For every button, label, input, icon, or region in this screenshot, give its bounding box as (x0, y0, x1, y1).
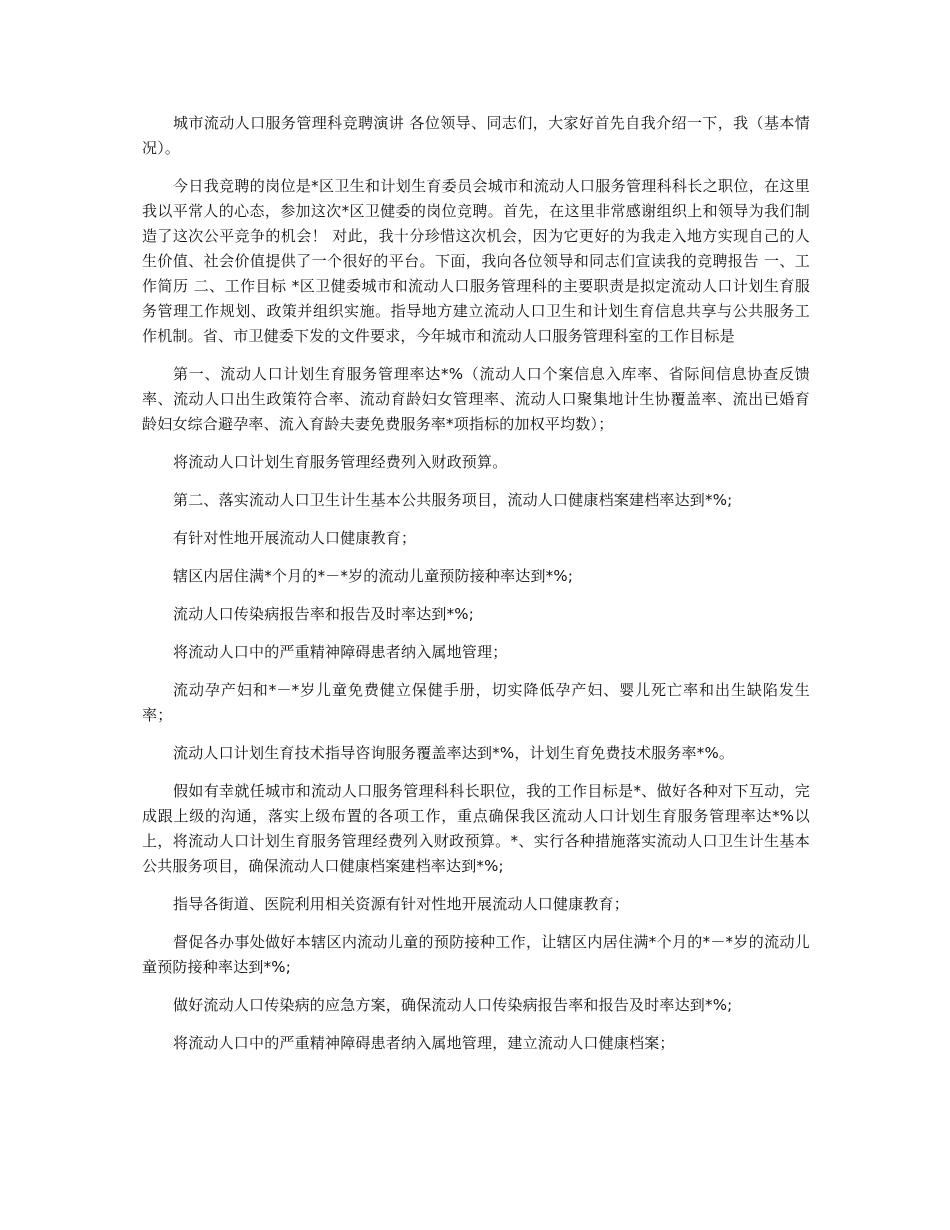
paragraph-family-planning: 流动人口计划生育技术指导咨询服务覆盖率达到*%，计划生育免费技术服务率*%。 (173, 744, 735, 762)
paragraph-maternal-care: 流动孕产妇和*－*岁儿童免费健立保健手册，切实降低孕产妇、婴儿死亡率和出生缺陷发生率； (142, 681, 810, 724)
paragraph-vaccination: 辖区内居住满*个月的*－*岁的流动儿童预防接种率达到*%; (173, 567, 574, 585)
paragraph-intro: 城市流动人口服务管理科竞聘演讲 各位领导、同志们，大家好首先自我介绍一下，我（基本情况）。 (142, 114, 810, 157)
paragraph-supervision: 督促各办事处做好本辖区内流动儿童的预防接种工作，让辖区内居住满*个月的*－*岁的流动儿童预防接种率达到*%; (142, 933, 810, 976)
paragraph-health-records: 将流动人口中的严重精神障碍患者纳入属地管理，建立流动人口健康档案； (173, 1034, 675, 1052)
paragraph-goal-1: 第一、流动人口计划生育服务管理率达*%（流动人口个案信息入库率、省际间信息协查反馈率、流动人口出生政策符合率、流动育龄妇女管理率、流动人口聚集地计生协覆盖率、流出已婚育龄妇女综合避孕率、流入育龄夫妻免费服务率*项指标的加权平均数）； (142, 365, 810, 433)
paragraph-emergency-plan: 做好流动人口传染病的应急方案，确保流动人口传染病报告率和报告及时率达到*%; (173, 996, 733, 1014)
paragraph-position: 今日我竞聘的岗位是*区卫生和计划生育委员会城市和流动人口服务管理科科长之职位，在这里我以平常人的心态，参加这次*区卫健委的岗位竞聘。首先，在这里非常感谢组织上和领导为我们制造了这次公平竞争的机会！ 对此，我十分珍惜这次机会，因为它更好的为我走入地方实现自己的人生价值、社会价值提供了一个很好的平台。下面，我向各位领导和同志们宣读我的竞聘报告 一、工作简历 二、工作目标 *区卫健委城市和流动人口服务管理科的主要职责是拟定流动人口计划生育服务管理工作规划、政策并组织实施。指导地方建立流动人口卫生和计划生育信息共享与公共服务工作机制。省、市卫健委下发的文件要求，今年城市和流动人口服务管理科室的工作目标是 (142, 177, 810, 345)
paragraph-goal-2: 第二、落实流动人口卫生计生基本公共服务项目，流动人口健康档案建档率达到*%; (173, 491, 733, 509)
paragraph-mental-health: 将流动人口中的严重精神障碍患者纳入属地管理； (173, 643, 508, 661)
paragraph-disease-report: 流动人口传染病报告率和报告及时率达到*%; (173, 605, 475, 623)
paragraph-health-education: 有针对性地开展流动人口健康教育； (173, 529, 417, 547)
paragraph-work-goals: 假如有幸就任城市和流动人口服务管理科科长职位，我的工作目标是*、做好各种对下互动，完成跟上级的沟通，落实上级布置的各项工作，重点确保我区流动人口计划生育服务管理率达*%以上，将流动人口计划生育服务管理经费列入财政预算。*、实行各种措施落实流动人口卫生计生基本公共服务项目，确保流动人口健康档案建档率达到*%; (142, 782, 810, 875)
paragraph-guidance: 指导各街道、医院利用相关资源有针对性地开展流动人口健康教育； (173, 895, 630, 913)
paragraph-budget: 将流动人口计划生育服务管理经费列入财政预算。 (173, 453, 508, 471)
document-page (142, 111, 810, 1069)
